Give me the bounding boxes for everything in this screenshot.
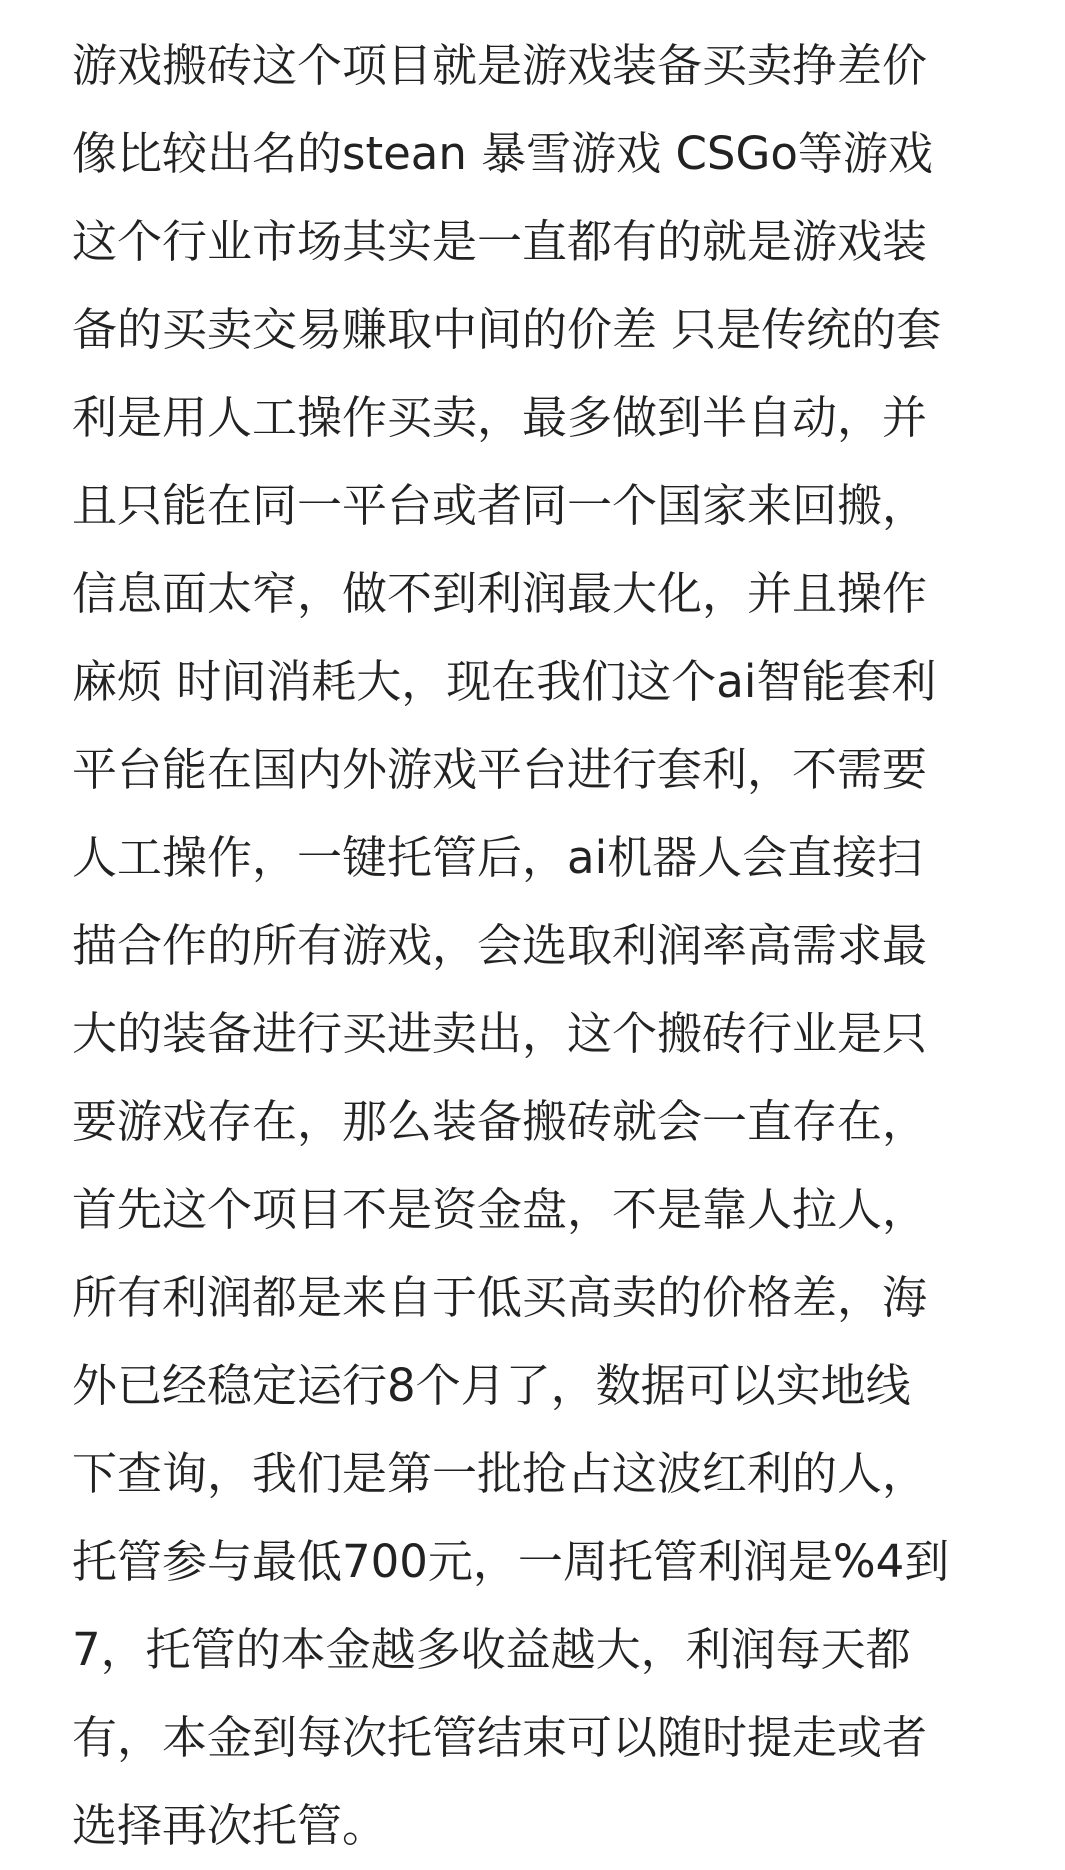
text-line: 所有利润都是来自于低买高卖的价格差，海: [72, 1271, 928, 1324]
text-line: 平台能在国内外游戏平台进行套利，不需要: [72, 743, 928, 796]
text-line: 利是用人工操作买卖，最多做到半自动，并: [72, 391, 928, 444]
text-line: 选择再次托管。: [72, 1799, 388, 1852]
post-text-body: [72, 22, 1032, 1870]
text-line: 下查询，我们是第一批抢占这波红利的人，: [72, 1447, 928, 1500]
text-line: 要游戏存在，那么装备搬砖就会一直存在，: [72, 1095, 928, 1148]
text-line: 像比较出名的stean 暴雪游戏 CSGo等游戏: [72, 127, 933, 180]
text-line: 游戏搬砖这个项目就是游戏装备买卖挣差价: [72, 39, 928, 92]
text-line: 托管参与最低700元，一周托管利润是%4到: [72, 1535, 950, 1588]
text-line: 人工操作，一键托管后，ai机器人会直接扫: [72, 831, 923, 884]
text-line: 备的买卖交易赚取中间的价差 只是传统的套: [72, 303, 942, 356]
text-line: 大的装备进行买进卖出，这个搬砖行业是只: [72, 1007, 928, 1060]
text-line: 描合作的所有游戏，会选取利润率高需求最: [72, 919, 928, 972]
text-line: 且只能在同一平台或者同一个国家来回搬，: [72, 479, 928, 532]
text-line: 首先这个项目不是资金盘，不是靠人拉人，: [72, 1183, 928, 1236]
text-line: 信息面太窄，做不到利润最大化，并且操作: [72, 567, 928, 620]
text-line: 麻烦 时间消耗大，现在我们这个ai智能套利: [72, 655, 937, 708]
text-line: 有，本金到每次托管结束可以随时提走或者: [72, 1711, 928, 1764]
text-line: 7，托管的本金越多收益越大，利润每天都: [72, 1623, 911, 1676]
text-line: 外已经稳定运行8个月了，数据可以实地线: [72, 1359, 911, 1412]
text-line: 这个行业市场其实是一直都有的就是游戏装: [72, 215, 928, 268]
